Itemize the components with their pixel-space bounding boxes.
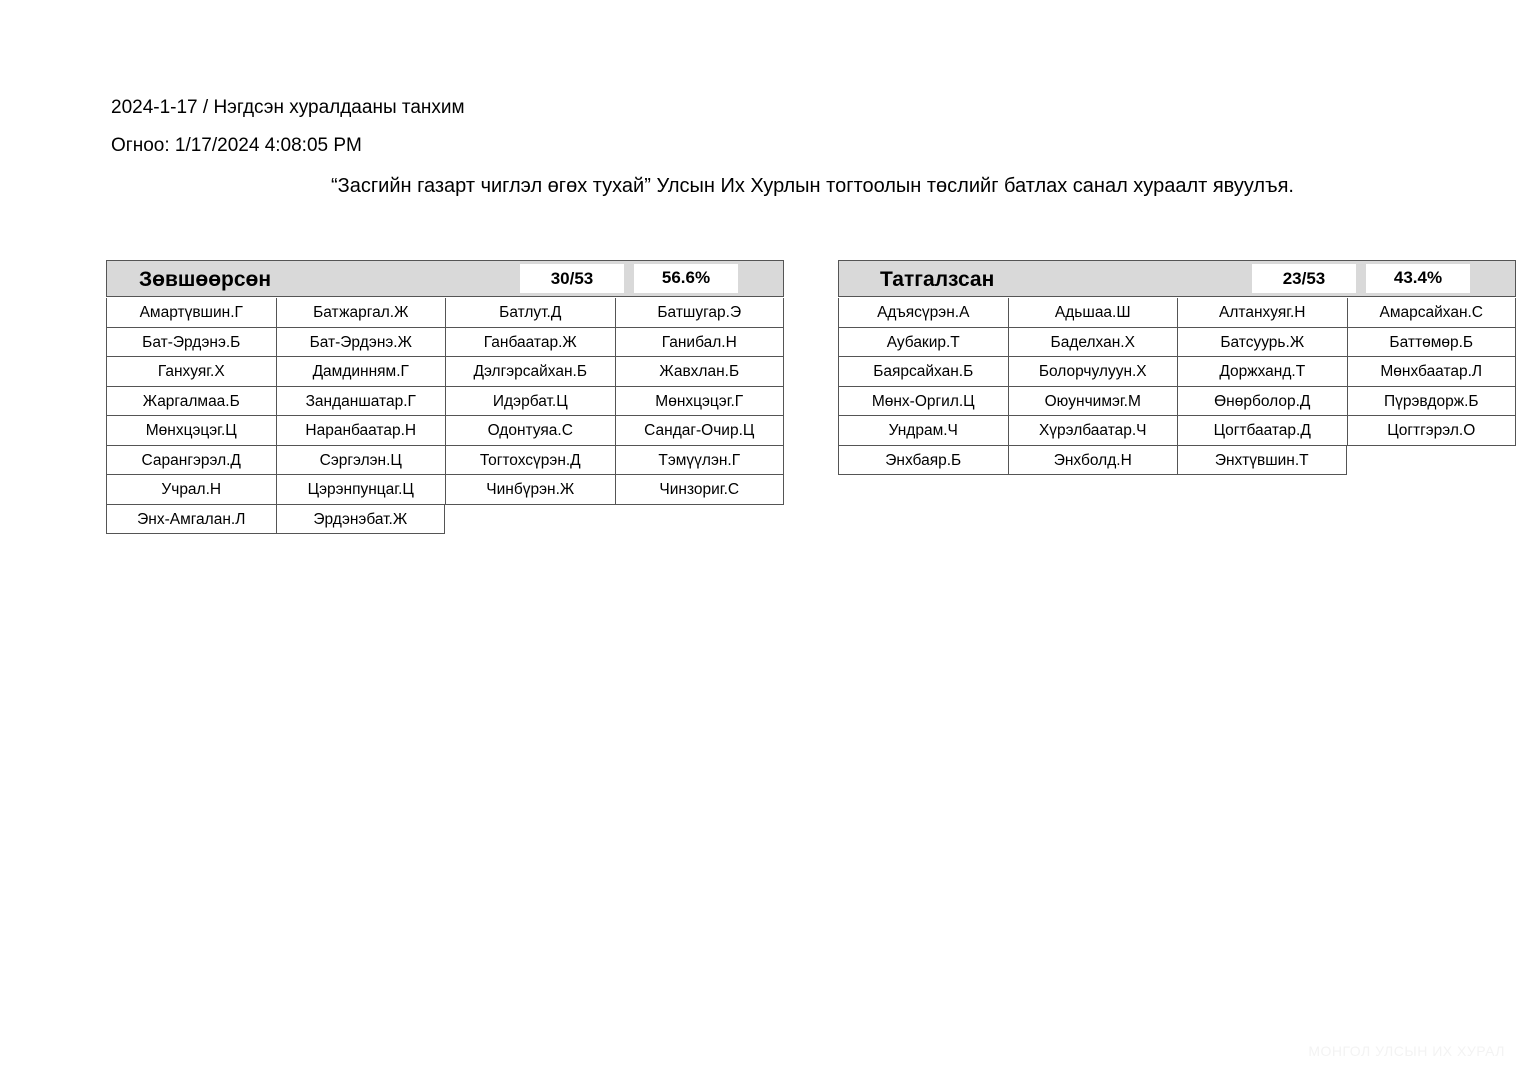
member-name-cell: Чинзориг.С [615,475,785,505]
member-name-cell: Батшугар.Э [615,298,785,328]
member-name-cell: Мөнх-Оргил.Ц [838,387,1008,417]
member-name-cell: Аубакир.Т [838,328,1008,358]
member-name-cell: Сандаг-Очир.Ц [615,416,785,446]
yes-vote-count: 30/53 [520,264,624,293]
member-name-cell: Адъясүрэн.А [838,298,1008,328]
member-name-cell: Наранбаатар.Н [276,416,446,446]
member-name-cell: Бат-Эрдэнэ.Ж [276,328,446,358]
member-name-cell: Цэрэнпунцаг.Ц [276,475,446,505]
member-name-cell: Оюунчимэг.М [1008,387,1178,417]
member-name-cell: Хүрэлбаатар.Ч [1008,416,1178,446]
member-name-cell: Сарангэрэл.Д [106,446,276,476]
member-name-cell: Батсуурь.Ж [1177,328,1347,358]
no-vote-count: 23/53 [1252,264,1356,293]
member-name-cell: Эрдэнэбат.Ж [276,505,446,535]
member-name-cell: Энхболд.Н [1008,446,1178,476]
member-name-cell: Өнөрболор.Д [1177,387,1347,417]
yes-vote-group [106,260,784,534]
member-name-cell: Доржханд.Т [1177,357,1347,387]
member-name-cell: Адьшаа.Ш [1008,298,1178,328]
member-name-cell: Занданшатар.Г [276,387,446,417]
member-name-cell: Тогтохсүрэн.Д [445,446,615,476]
member-name-cell: Энхтүвшин.Т [1177,446,1347,476]
member-name-cell: Тэмүүлэн.Г [615,446,785,476]
member-name-cell: Дэлгэрсайхан.Б [445,357,615,387]
member-name-cell: Амарсайхан.С [1347,298,1517,328]
session-title: 2024-1-17 / Нэгдсэн хуралдааны танхим [111,97,465,118]
member-name-cell: Бат-Эрдэнэ.Б [106,328,276,358]
no-group-header [838,260,1516,297]
member-name-cell: Ганхуяг.Х [106,357,276,387]
member-name-cell: Одонтуяа.С [445,416,615,446]
watermark: МОНГОЛ УЛСЫН ИХ ХУРАЛ [1308,1043,1505,1059]
member-name-cell: Идэрбат.Ц [445,387,615,417]
no-group-title: Татгалзсан [880,268,995,291]
member-name-cell: Баярсайхан.Б [838,357,1008,387]
yes-vote-percent: 56.6% [634,264,738,293]
yes-group-title: Зөвшөөрсөн [139,268,272,291]
member-name-cell: Баделхан.Х [1008,328,1178,358]
member-name-cell: Жавхлан.Б [615,357,785,387]
no-vote-percent: 43.4% [1366,264,1470,293]
member-name-cell: Энхбаяр.Б [838,446,1008,476]
member-name-cell: Батлут.Д [445,298,615,328]
member-name-cell: Мөнхцэцэг.Г [615,387,785,417]
member-name-cell: Амартүвшин.Г [106,298,276,328]
member-name-cell: Дамдинням.Г [276,357,446,387]
member-name-cell: Болорчулуун.Х [1008,357,1178,387]
member-name-cell: Ганбаатар.Ж [445,328,615,358]
no-names-grid [838,298,1516,475]
member-name-cell: Мөнхцэцэг.Ц [106,416,276,446]
member-name-cell: Ганибал.Н [615,328,785,358]
member-name-cell: Чинбүрэн.Ж [445,475,615,505]
member-name-cell: Учрал.Н [106,475,276,505]
member-name-cell: Баттөмөр.Б [1347,328,1517,358]
member-name-cell: Пүрэвдорж.Б [1347,387,1517,417]
vote-date: Огноо: 1/17/2024 4:08:05 PM [111,135,362,156]
member-name-cell: Жаргалмаа.Б [106,387,276,417]
member-name-cell: Цогтбаатар.Д [1177,416,1347,446]
member-name-cell: Мөнхбаатар.Л [1347,357,1517,387]
member-name-cell: Цогтгэрэл.О [1347,416,1517,446]
yes-names-grid [106,298,784,534]
member-name-cell: Сэргэлэн.Ц [276,446,446,476]
member-name-cell: Ундрам.Ч [838,416,1008,446]
member-name-cell: Алтанхуяг.Н [1177,298,1347,328]
yes-group-header [106,260,784,297]
member-name-cell: Батжаргал.Ж [276,298,446,328]
no-vote-group [838,260,1516,475]
member-name-cell: Энх-Амгалан.Л [106,505,276,535]
vote-question: “Засгийн газарт чиглэл өгөх тухай” Улсын Их Хурлын тогтоолын төслийг батлах санал хураалт явуулъя. [331,175,1294,197]
